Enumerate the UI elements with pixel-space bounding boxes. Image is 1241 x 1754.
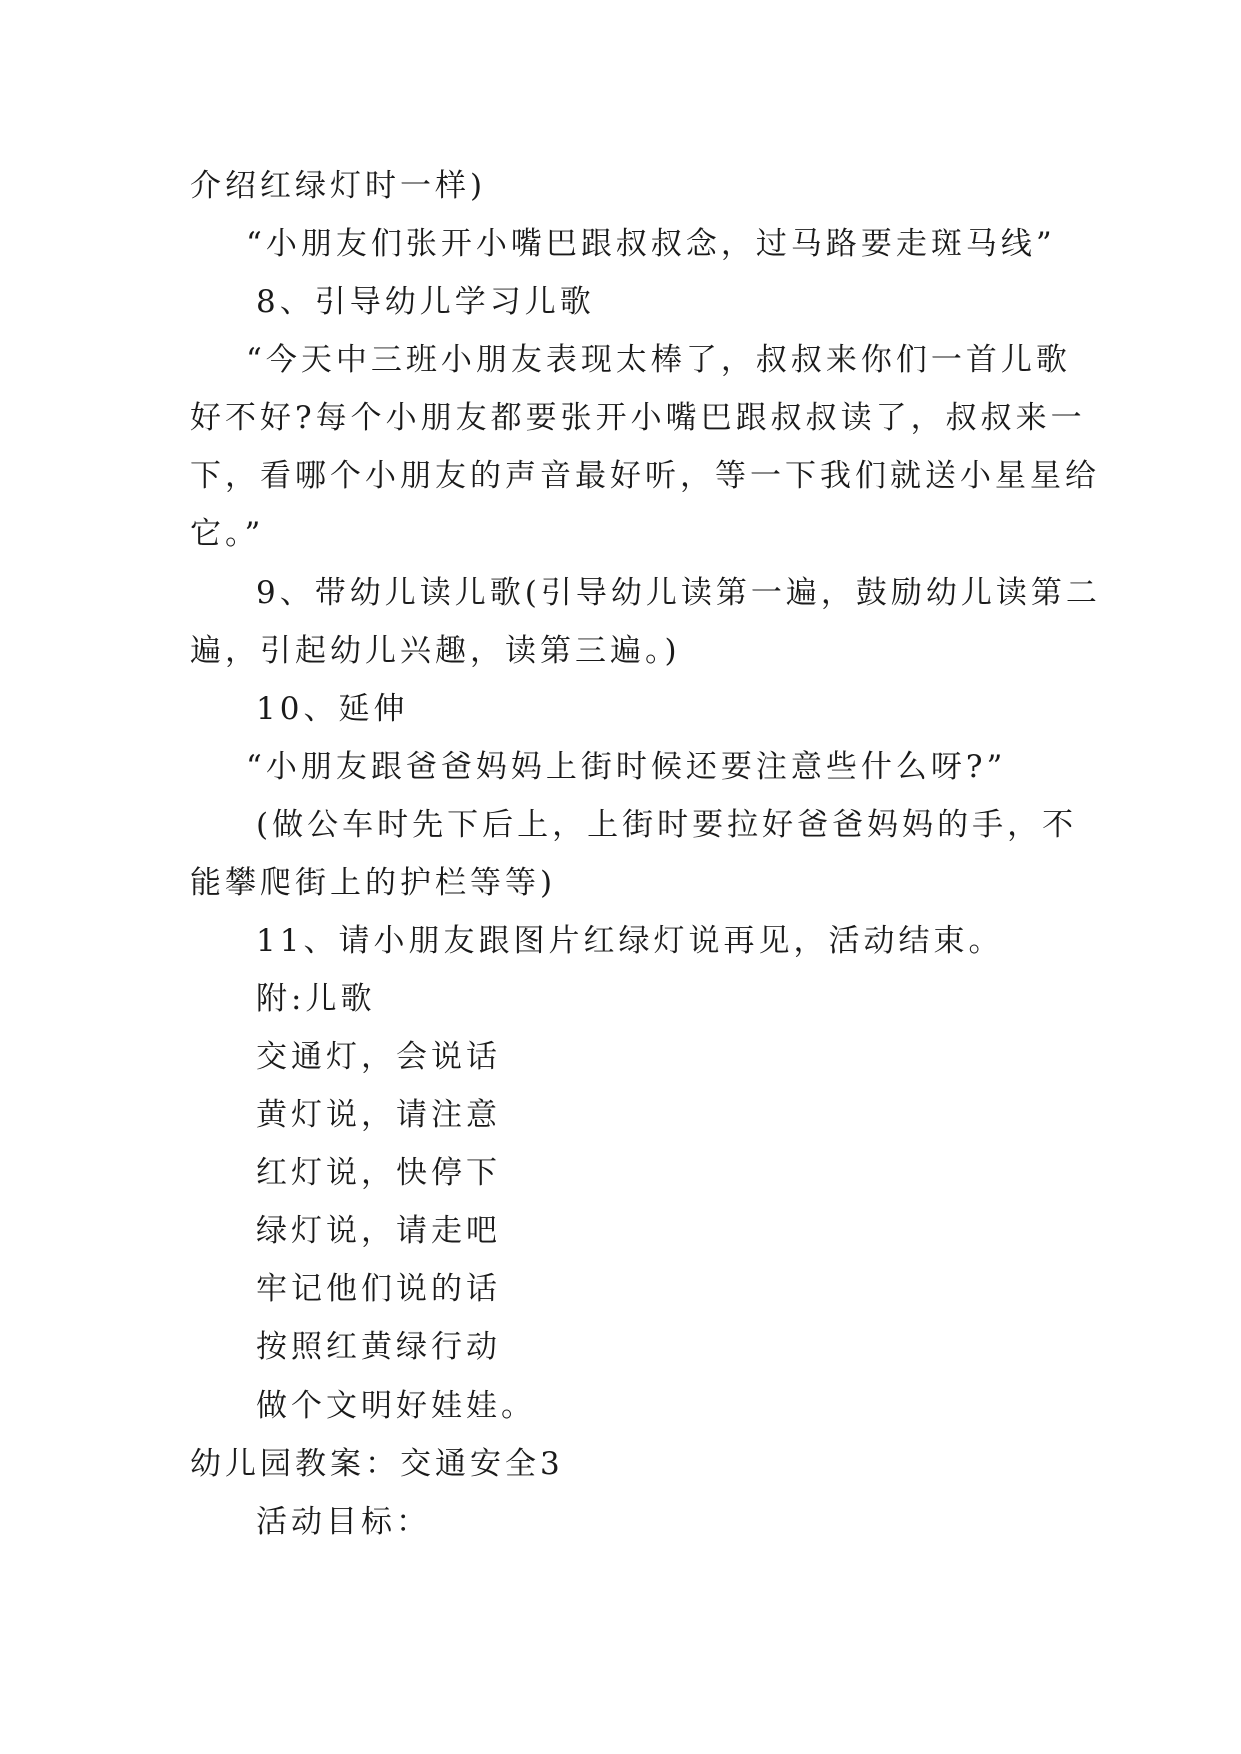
paragraph-line-1: 介绍红绿灯时一样) (190, 168, 487, 204)
song-line-7: 做个文明好娃娃。 (256, 1388, 536, 1424)
paragraph-line-2: 好不好?每个小朋友都要张开小嘴巴跟叔叔读了，叔叔来一 (190, 400, 1086, 436)
paragraph-line-7: 能攀爬街上的护栏等等) (190, 865, 557, 901)
quote-line-1: “小朋友们张开小嘴巴跟叔叔念，过马路要走斑马线” (246, 226, 1056, 262)
song-line-5: 牢记他们说的话 (256, 1271, 501, 1307)
paragraph-line-5: 遍，引起幼儿兴趣，读第三遍。) (190, 633, 681, 669)
paragraph-line-4: 它。” (190, 516, 265, 552)
song-line-4: 绿灯说，请走吧 (256, 1213, 501, 1249)
quote-line-3: “小朋友跟爸爸妈妈上街时候还要注意些什么呀?” (246, 749, 1007, 785)
song-line-3: 红灯说，快停下 (256, 1155, 501, 1191)
step-10-heading: 10、延伸 (256, 691, 409, 727)
step-11-line: 11、请小朋友跟图片红绿灯说再见，活动结束。 (256, 923, 1004, 959)
section-title: 幼儿园教案：交通安全3 (190, 1446, 564, 1482)
appendix-heading: 附:儿歌 (256, 981, 376, 1017)
step-8-heading: 8、引导幼儿学习儿歌 (256, 284, 595, 320)
paragraph-line-3: 下，看哪个小朋友的声音最好听，等一下我们就送小星星给 (190, 458, 1100, 494)
quote-line-2: “今天中三班小朋友表现太棒了，叔叔来你们一首儿歌 (246, 342, 1071, 378)
song-line-1: 交通灯，会说话 (256, 1039, 501, 1075)
song-line-2: 黄灯说，请注意 (256, 1097, 501, 1133)
paragraph-line-6: (做公车时先下后上，上街时要拉好爸爸妈妈的手，不 (256, 807, 1078, 843)
song-line-6: 按照红黄绿行动 (256, 1329, 501, 1365)
step-9-line: 9、带幼儿读儿歌(引导幼儿读第一遍，鼓励幼儿读第二 (256, 575, 1101, 611)
objectives-heading: 活动目标： (256, 1504, 431, 1540)
